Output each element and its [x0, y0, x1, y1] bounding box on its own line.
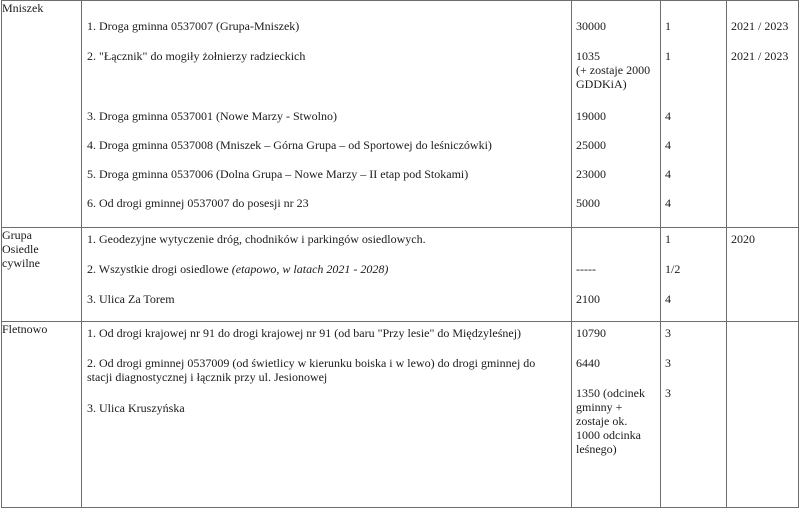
location-label: Mniszek [2, 1, 44, 15]
priority-cell [661, 322, 727, 508]
priority-value: 4 [665, 138, 671, 152]
list-item: 4. Droga gminna 0537008 (Mniszek – Górna Grupa – od Sportowej do leśniczówki) [87, 138, 492, 152]
priority-value: 4 [665, 109, 671, 123]
location-label: Fletnowo [2, 322, 48, 336]
years-cell [727, 1, 799, 228]
priority-value: 3 [665, 326, 671, 340]
cost-value: 25000 [576, 138, 606, 152]
table-row-grupa [2, 228, 799, 322]
items-cell [82, 228, 572, 322]
values-cell [572, 228, 661, 322]
list-item: 3. Ulica Kruszyńska [87, 401, 185, 415]
location-label: cywilne [2, 256, 40, 270]
list-item: 2. Od drogi gminnej 0537009 (od świetlicy w kierunku boiska i w lewo) do drogi gminnej do stacji diagnostycznej i łącznik przy ul. Jesionowej [87, 356, 536, 384]
location-label: Osiedle [2, 242, 39, 256]
priority-value: 1 [665, 19, 671, 33]
list-item: 2. Wszystkie drogi osiedlowe (etapowo, w latach 2021 - 2028) [87, 262, 389, 276]
priority-value: 4 [665, 167, 671, 181]
cost-value: 1350 (odcinek gminny + zostaje ok. 1000 odcinka leśnego) [576, 386, 645, 456]
priority-value: 1 [665, 232, 671, 246]
cost-value: 30000 [576, 19, 606, 33]
list-item: 1. Droga gminna 0537007 (Grupa-Mniszek) [87, 19, 300, 33]
priority-value: 4 [665, 196, 671, 210]
list-item: 1. Geodezyjne wytyczenie dróg, chodników i parkingów osiedlowych. [87, 232, 426, 246]
cost-value: 6440 [576, 356, 600, 370]
cost-value: 19000 [576, 109, 606, 123]
list-item: 3. Droga gminna 0537001 (Nowe Marzy - Stwolno) [87, 109, 337, 123]
cost-value: 5000 [576, 196, 600, 210]
list-item: 3. Ulica Za Torem [87, 292, 175, 306]
location-cell [2, 228, 82, 322]
cost-value: 2100 [576, 292, 600, 306]
priority-value: 4 [665, 292, 671, 306]
list-item: 6. Od drogi gminnej 0537007 do posesji nr 23 [87, 196, 309, 210]
note-text: (etapowo, w latach 2021 - 2028) [231, 262, 389, 276]
items-cell [82, 322, 572, 508]
cost-value: 10790 [576, 326, 606, 340]
priority-value: 3 [665, 386, 671, 400]
table-row-mniszek [2, 1, 799, 228]
priority-cell [661, 1, 727, 228]
location-cell [2, 322, 82, 508]
years-value: 2021 / 2023 [731, 49, 789, 63]
priority-value: 1/2 [665, 262, 681, 276]
cost-value: 1035 (+ zostaje 2000 GDDKiA) [576, 49, 651, 91]
list-item: 5. Droga gminna 0537006 (Dolna Grupa – Nowe Marzy – II etap pod Stokami) [87, 167, 469, 181]
years-value: 2021 / 2023 [731, 19, 789, 33]
items-cell [82, 1, 572, 228]
priority-cell [661, 228, 727, 322]
roads-table [1, 0, 799, 508]
years-cell [727, 228, 799, 322]
table-row-fletnowo [2, 322, 799, 508]
years-value: 2020 [731, 232, 755, 246]
location-cell [2, 1, 82, 228]
list-item: 2. "Łącznik" do mogiły żołnierzy radzieckich [87, 49, 306, 63]
list-item: 1. Od drogi krajowej nr 91 do drogi krajowej nr 91 (od baru "Przy lesie" do Międzyleśnej) [87, 326, 522, 340]
cost-value: ----- [576, 262, 596, 276]
priority-value: 3 [665, 356, 671, 370]
values-cell [572, 322, 661, 508]
years-cell [727, 322, 799, 508]
values-cell [572, 1, 661, 228]
cost-value: 23000 [576, 167, 606, 181]
priority-value: 1 [665, 49, 671, 63]
location-label: Grupa [2, 228, 32, 242]
